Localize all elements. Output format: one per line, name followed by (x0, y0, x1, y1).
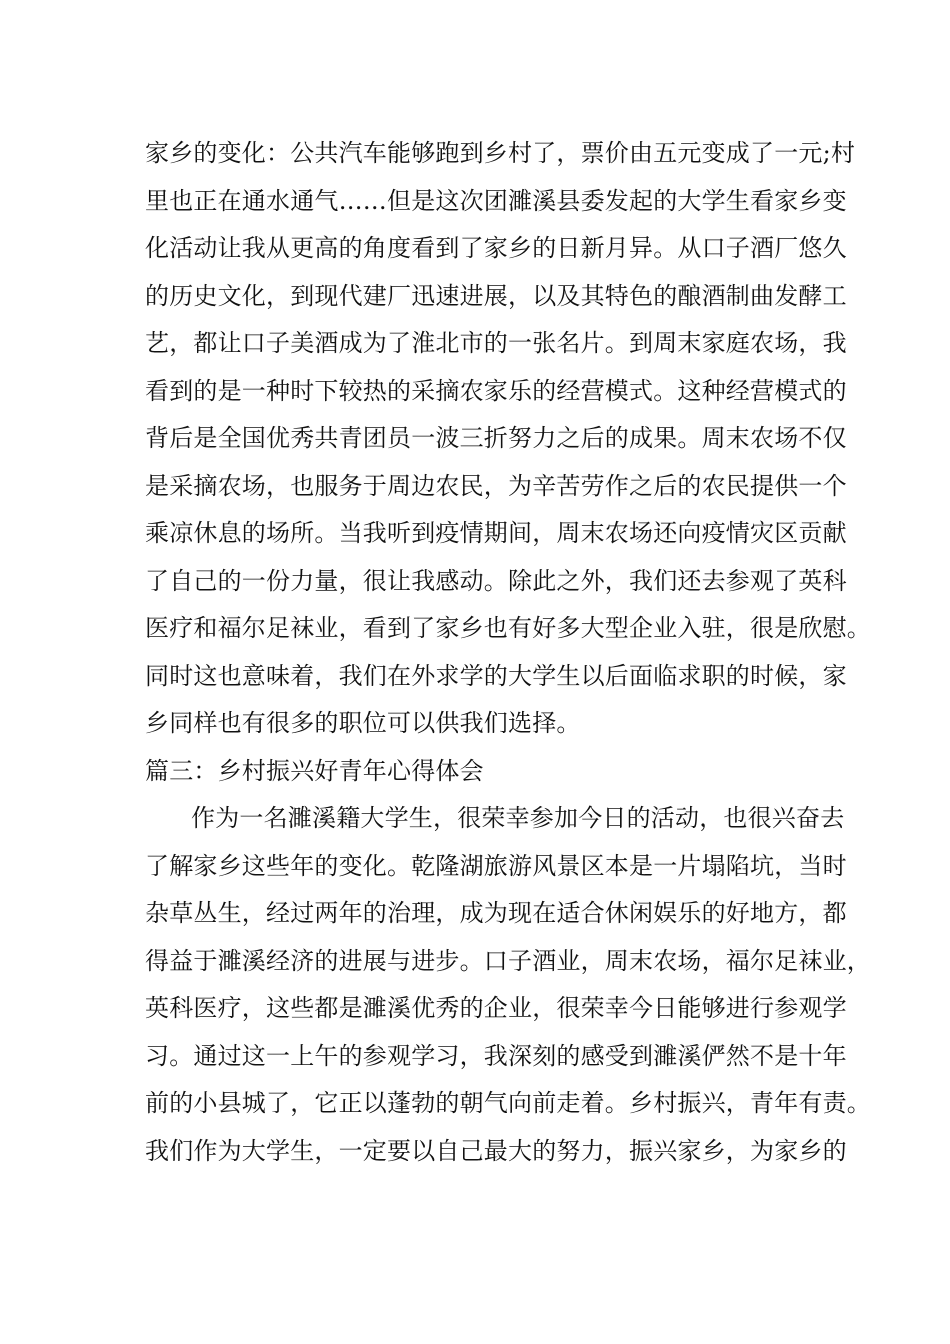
text-line: 习。通过这一上午的参观学习，我深刻的感受到濉溪俨然不是十年 (145, 1041, 847, 1070)
text-line: 英科医疗，这些都是濉溪优秀的企业，很荣幸今日能够进行参观学 (145, 994, 847, 1022)
text-line: 杂草丛生，经过两年的治理，成为现在适合休闲娱乐的好地方，都 (145, 899, 847, 927)
text-line: 得益于濉溪经济的进展与进步。口子酒业，周末农场，福尔足袜业， (145, 946, 871, 975)
text-line: 乡同样也有很多的职位可以供我们选择。 (145, 709, 581, 737)
text-line: 艺，都让口子美酒成为了淮北市的一张名片。到周末家庭农场，我 (145, 329, 847, 357)
document-body (145, 133, 871, 1178)
text-line: 我们作为大学生，一定要以自己最大的努力，振兴家乡，为家乡的 (145, 1136, 847, 1165)
text-line: 背后是全国优秀共青团员一波三折努力之后的成果。周末农场不仅 (145, 424, 847, 452)
section-heading: 篇三：乡村振兴好青年心得体会 (145, 756, 484, 785)
text-line: 同时这也意味着，我们在外求学的大学生以后面临求职的时候，家 (145, 661, 847, 690)
text-line: 化活动让我从更高的角度看到了家乡的日新月异。从口子酒厂悠久 (145, 234, 847, 262)
text-line: 了自己的一份力量，很让我感动。除此之外，我们还去参观了英科 (145, 566, 847, 595)
text-line: 作为一名濉溪籍大学生，很荣幸参加今日的活动，也很兴奋去 (191, 804, 845, 832)
text-line: 家乡的变化：公共汽车能够跑到乡村了，票价由五元变成了一元;村 (145, 139, 856, 167)
text-line: 是采摘农场，也服务于周边农民，为辛苦劳作之后的农民提供一个 (145, 471, 847, 500)
text-line: 里也正在通水通气……但是这次团濉溪县委发起的大学生看家乡变 (145, 186, 847, 215)
text-line: 乘凉休息的场所。当我听到疫情期间，周末农场还向疫情灾区贡献 (145, 519, 847, 547)
text-line: 看到的是一种时下较热的采摘农家乐的经营模式。这种经营模式的 (145, 376, 847, 405)
text-line: 了解家乡这些年的变化。乾隆湖旅游风景区本是一片塌陷坑，当时 (145, 851, 847, 880)
text-line: 医疗和福尔足袜业，看到了家乡也有好多大型企业入驻，很是欣慰。 (145, 614, 871, 642)
text-line: 的历史文化，到现代建厂迅速进展，以及其特色的酿酒制曲发酵工 (145, 281, 847, 310)
text-line: 前的小县城了，它正以蓬勃的朝气向前走着。乡村振兴，青年有责。 (145, 1089, 871, 1117)
